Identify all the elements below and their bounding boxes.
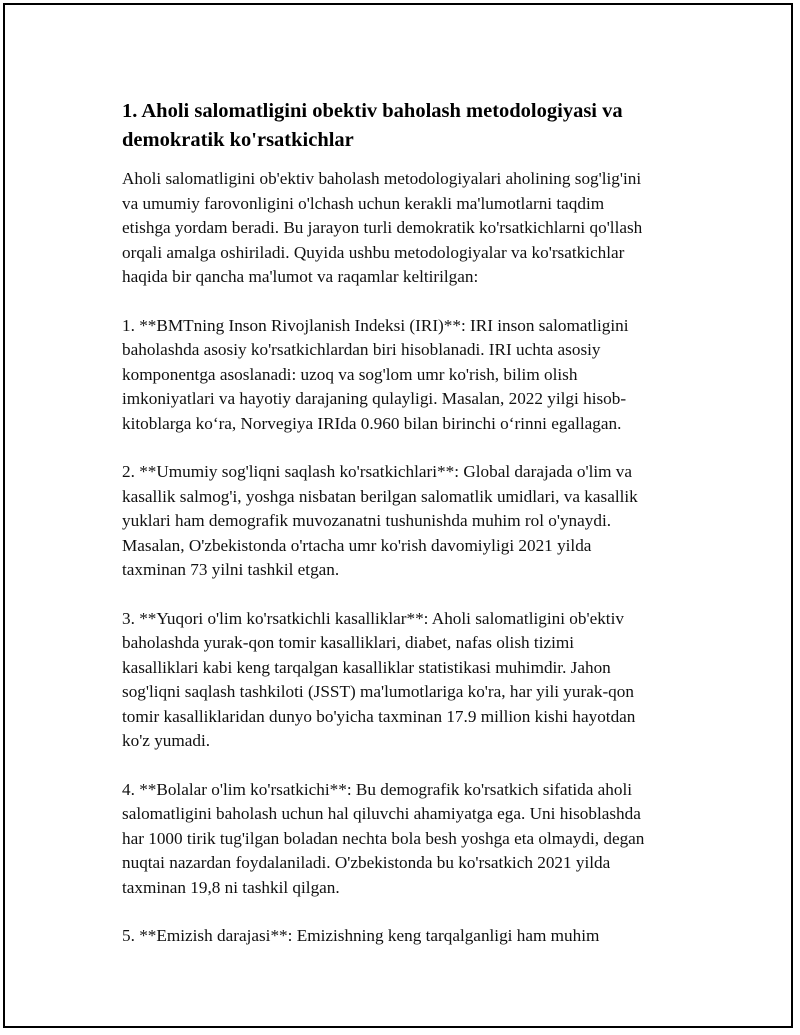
paragraph-iri: 1. **BMTning Inson Rivojlanish Indeksi (IRI)**: IRI inson salomatligini baholashda asosiy ko'rsatkichlardan biri hisoblanadi. IRI uchta asosiy komponentga asoslanadi: uzoq va sog'lom umr ko'rish, bilim olish imkoniyatlari va hayotiy darajaning qulayligi. Masalan, 2022 yilgi hisob- kitoblarga ko‘ra, Norvegiya IRIda 0.960 bilan birinchi o‘rinni egallagan. <box>122 315 629 433</box>
paragraph-mortality-diseases: 3. **Yuqori o'lim ko'rsatkichli kasalliklar**: Aholi salomatligini ob'ektiv baholashda yurak-qon tomir kasalliklari, diabet, nafas olish tizimi kasalliklari kabi keng tarqalgan kasalliklar statistikasi muhimdir. Jahon sog'liqni saqlash tashkiloti (JSST) ma'lumotlariga ko'ra, har yili yurak-qon tomir kasalliklaridan dunyo bo'yicha taxminan 17.9 million kishi hayotdan ko'z yumadi. <box>122 608 636 750</box>
document-body <box>122 97 692 973</box>
page-frame <box>3 3 793 1028</box>
paragraph-child-mortality: 4. **Bolalar o'lim ko'rsatkichi**: Bu demografik ko'rsatkich sifatida aholi salomatligini baholash uchun hal qiluvchi ahamiyatga ega. Uni hisoblashda har 1000 tirik tug'ilgan boladan nechta bola besh yoshga eta olmaydi, degan nuqtai nazardan foydalaniladi. O'zbekistonda bu ko'rsatkich 2021 yilda taxminan 19,8 ni tashkil qilgan. <box>122 779 645 897</box>
document-title: 1. Aholi salomatligini obektiv baholash metodologiyasi va demokratik ko'rsatkichlar <box>122 100 623 151</box>
paragraph-breastfeeding: 5. **Emizish darajasi**: Emizishning keng tarqalganligi ham muhim <box>122 926 600 945</box>
paragraph-health-indicators: 2. **Umumiy sog'liqni saqlash ko'rsatkichlari**: Global darajada o'lim va kasallik salmog'i, yoshga nisbatan berilgan salomatlik umidlari, va kasallik yuklari ham demografik muvozanatni tushunishda muhim rol o'ynaydi. Masalan, O'zbekistonda o'rtacha umr ko'rish davomiyligi 2021 yilda taxminan 73 yilni tashkil etgan. <box>122 462 638 579</box>
intro-paragraph: Aholi salomatligini ob'ektiv baholash metodologiyalari aholining sog'lig'ini va umumiy farovonligini o'lchash uchun kerakli ma'lumotlarni taqdim etishga yordam beradi. Bu jarayon turli demokratik ko'rsatkichlarni qo'llash orqali amalga oshiriladi. Quyida ushbu metodologiyalar va ko'rsatkichlar haqida bir qancha ma'lumot va raqamlar keltirilgan: <box>122 169 643 286</box>
